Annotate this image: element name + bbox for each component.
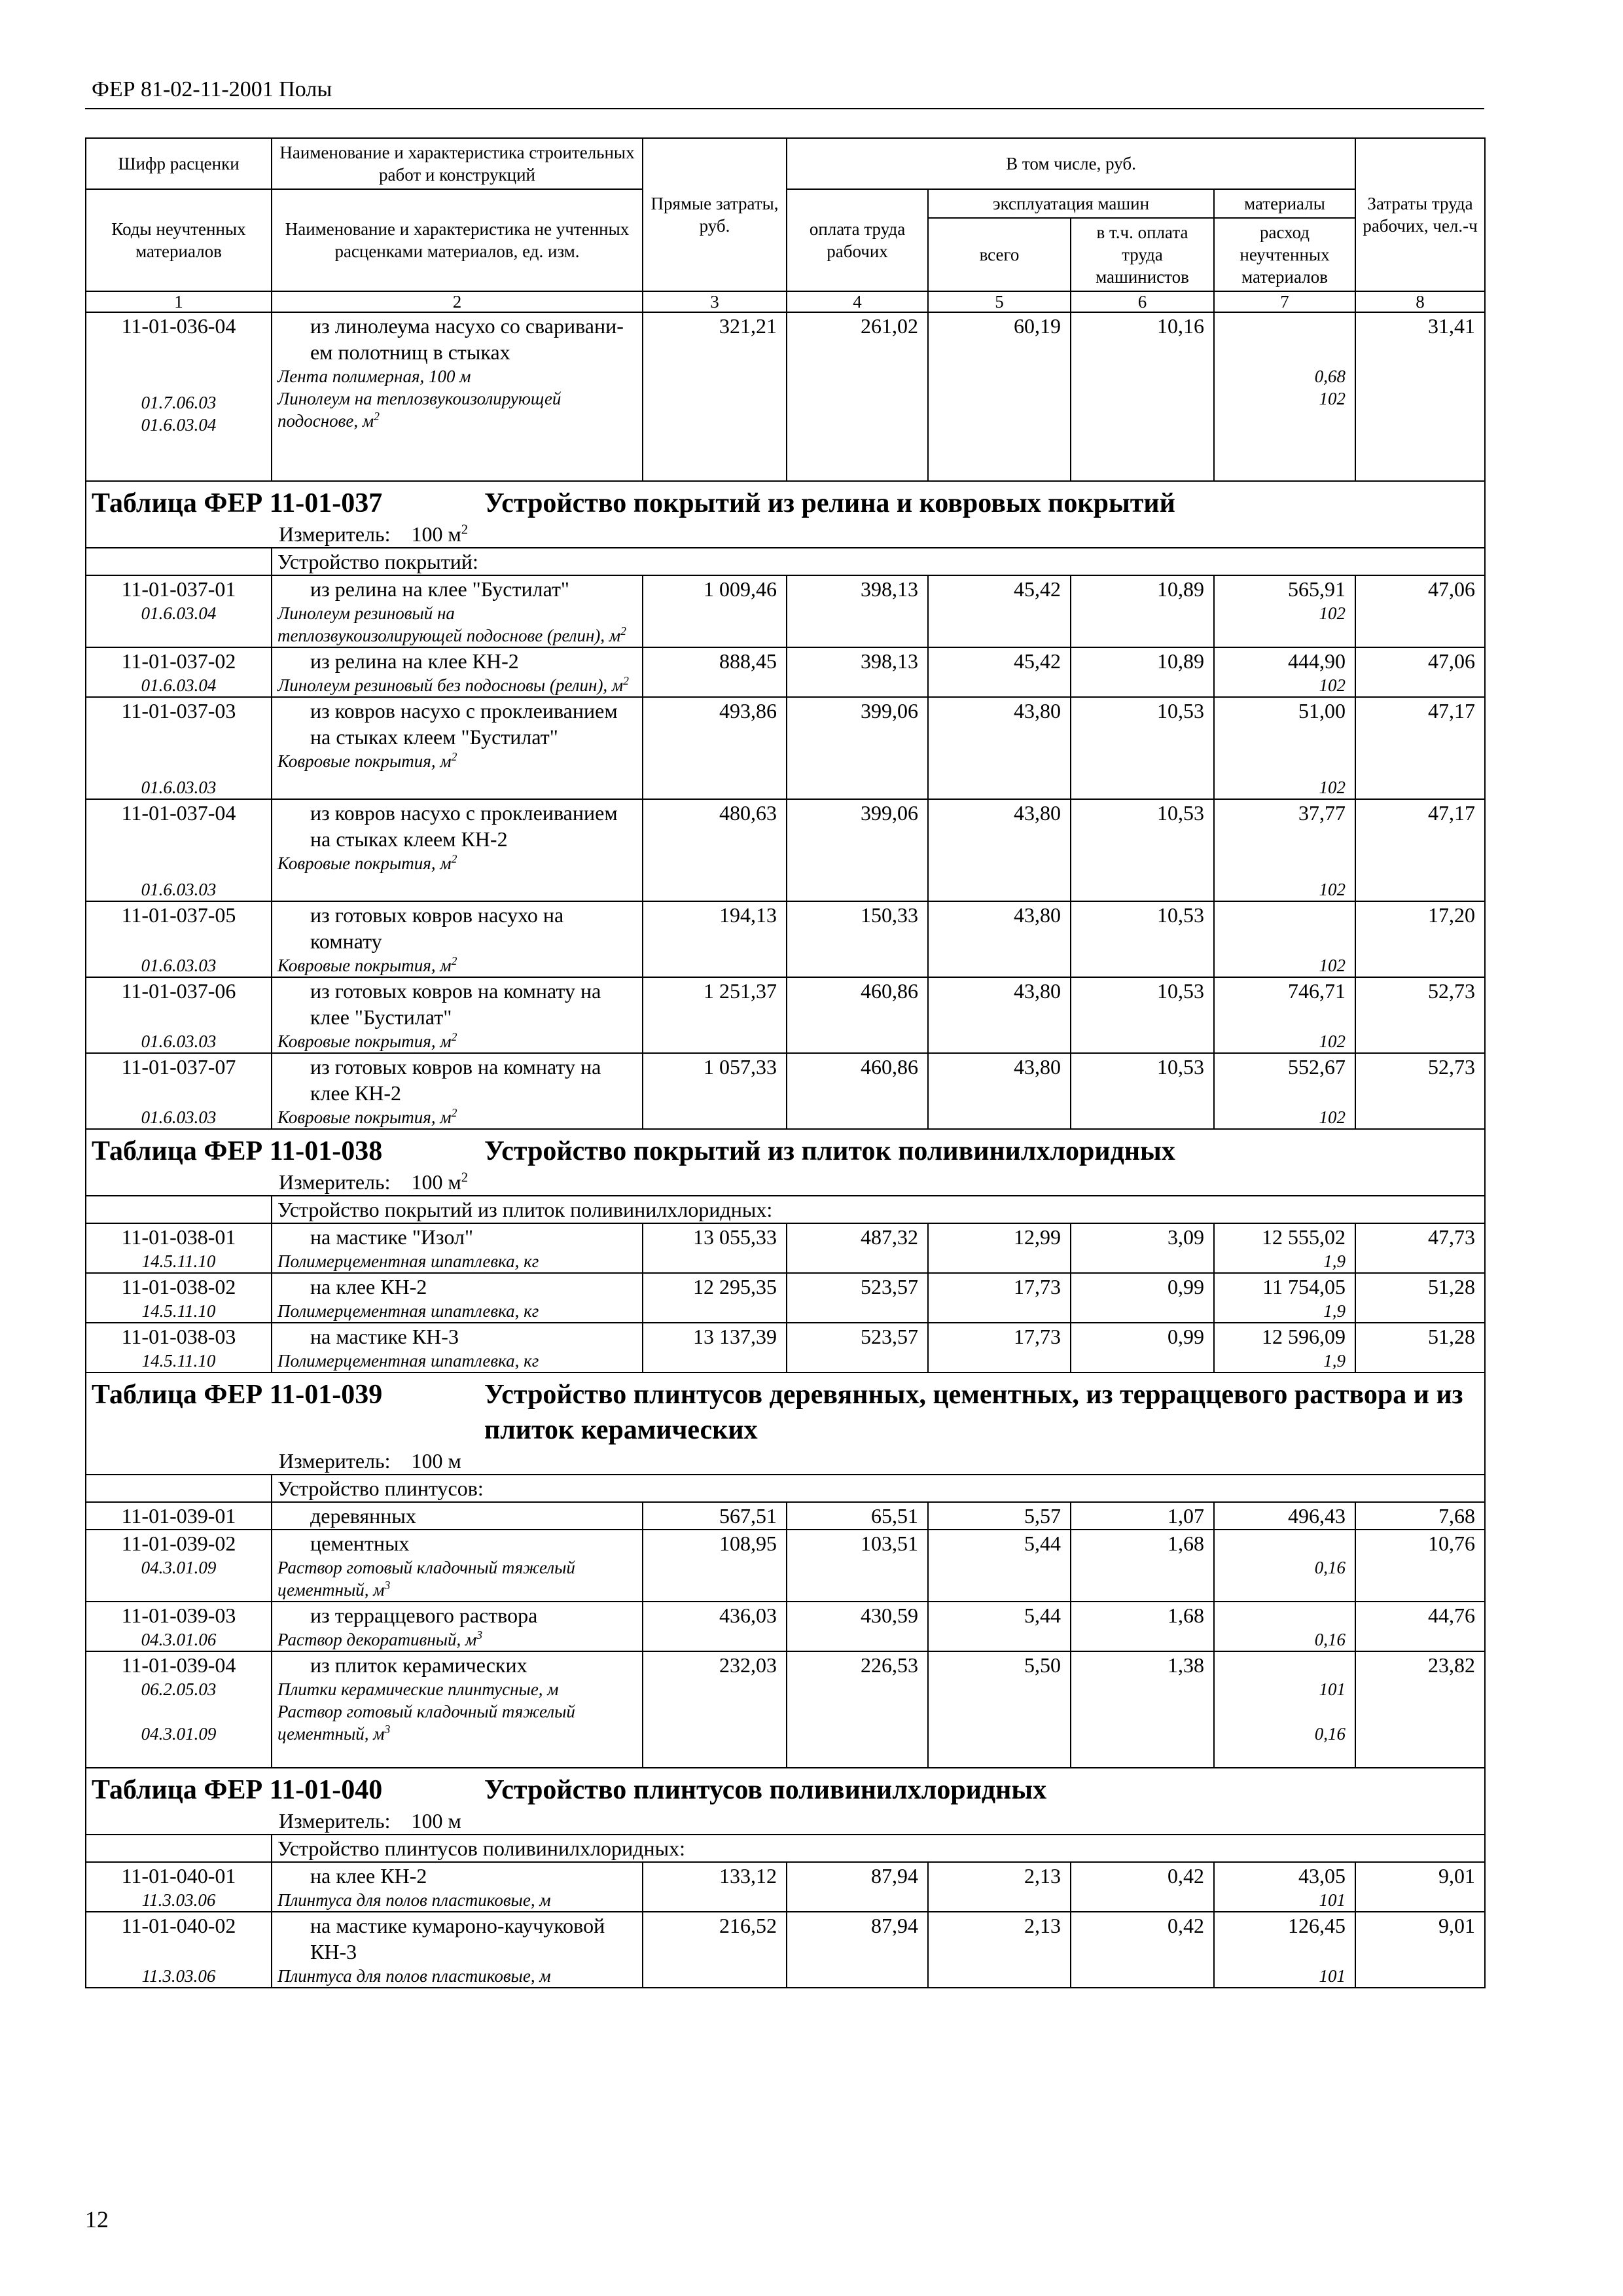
col-number: 4 (787, 291, 928, 312)
materials-cost: 126,45 (1288, 1914, 1346, 1937)
rate-row (86, 1273, 1485, 1323)
material-name: Ковровые покрытия, $м^2$ (277, 750, 457, 771)
col-machines-header: эксплуатация машин (928, 189, 1214, 218)
table-id: Таблица ФЕР 11-01-038 (92, 1136, 383, 1166)
direct-cost: 321,21 (643, 312, 787, 481)
materials-cost: 565,91 (1288, 577, 1346, 601)
section-heading: Устройство покрытий из плиток поливинилхлоридных: (272, 1196, 1485, 1223)
material-name: Плинтуса для полов пластиковые, м (277, 1890, 551, 1910)
header-row-1 (86, 138, 1485, 189)
labor-cost: 399,06 (787, 697, 928, 799)
material-code: 01.6.03.03 (141, 1031, 217, 1051)
rate-name: на мастике КН-3 (310, 1325, 459, 1348)
direct-cost: 480,63 (643, 799, 787, 901)
machine-cost: 43,80 (928, 1053, 1071, 1129)
labor-hours: 47,06 (1355, 647, 1485, 697)
labor-cost: 523,57 (787, 1273, 928, 1323)
rate-name-cell (272, 312, 643, 481)
material-code: 11.3.03.06 (141, 1966, 216, 1986)
material-code: 14.5.11.10 (141, 1351, 216, 1371)
rate-name: из готовых ковров на комнату на клее КН-2 (310, 1055, 601, 1105)
machine-labor-cost: 10,53 (1071, 1053, 1214, 1129)
table-name: Устройство плинтусов деревянных, цементных, из терраццевого раствора и из плиток керамических (484, 1380, 1463, 1445)
labor-hours: 51,28 (1355, 1323, 1485, 1372)
materials-cost (1220, 1652, 1346, 1678)
table-id: Таблица ФЕР 11-01-039 (92, 1380, 383, 1410)
material-name: Ковровые покрытия, $м^2$ (277, 1106, 457, 1127)
col-mat-header: расход неучтенных материалов (1214, 218, 1355, 291)
col-code-header: Шифр расценки (86, 138, 272, 189)
labor-cost: 430,59 (787, 1602, 928, 1651)
section-row (86, 548, 1485, 575)
col-materials-header: материалы (1214, 189, 1355, 218)
machine-labor-cost: 10,16 (1071, 312, 1214, 481)
rate-name: деревянных (310, 1504, 416, 1528)
rate-name: цементных (310, 1532, 410, 1555)
material-qty: 0,16 (1314, 1630, 1346, 1649)
table-title (86, 481, 1485, 521)
col-number: 2 (272, 291, 643, 312)
material-code: 01.6.03.03 (141, 778, 217, 797)
table-title-row (86, 1129, 1485, 1169)
col-number: 1 (86, 291, 272, 312)
rate-row (86, 799, 1485, 901)
material-qty: 0,68 (1314, 367, 1346, 386)
labor-cost: 87,94 (787, 1912, 928, 1988)
rate-row (86, 1862, 1485, 1912)
material-qty: 102 (1319, 880, 1346, 899)
machine-labor-cost: 0,99 (1071, 1323, 1214, 1372)
material-code: 11.3.03.06 (141, 1890, 216, 1910)
material-name: Плитки керамические плинтусные, м (277, 1679, 559, 1699)
direct-cost: 194,13 (643, 901, 787, 977)
materials-cost: 37,77 (1298, 801, 1346, 825)
labor-hours: 52,73 (1355, 977, 1485, 1053)
header-rule (85, 108, 1484, 109)
machine-labor-cost: 10,89 (1071, 647, 1214, 697)
column-numbers-row (86, 291, 1485, 312)
material-code: 04.3.01.09 (141, 1724, 217, 1744)
table-name: Устройство плинтусов поливинилхлоридных (484, 1775, 1047, 1805)
rate-row (86, 1912, 1485, 1988)
material-qty: 102 (1319, 1031, 1346, 1051)
labor-cost: 103,51 (787, 1530, 928, 1602)
rate-name: из линолеума насухо со свариванием полотнищ в стыках (310, 314, 624, 364)
rate-code: 11-01-037-01 (121, 577, 236, 601)
direct-cost: 108,95 (643, 1530, 787, 1602)
labor-cost: 87,94 (787, 1862, 928, 1912)
machine-labor-cost: 1,38 (1071, 1651, 1214, 1768)
labor-cost: 398,13 (787, 647, 928, 697)
rate-row (86, 575, 1485, 647)
material-qty: 102 (1319, 675, 1346, 695)
labor-hours: 17,20 (1355, 901, 1485, 977)
labor-cost: 261,02 (787, 312, 928, 481)
table-title-row (86, 1768, 1485, 1808)
material-code: 06.2.05.03 (141, 1679, 217, 1699)
material-code: 14.5.11.10 (141, 1251, 216, 1271)
rate-code: 11-01-039-02 (121, 1532, 236, 1555)
labor-hours: 47,17 (1355, 799, 1485, 901)
material-name: Линолеум на теплозвукоизолирующей подоснове, $м^2$ (277, 389, 562, 431)
rate-code: 11-01-038-02 (121, 1275, 236, 1299)
col-number: 5 (928, 291, 1071, 312)
machine-cost: 45,42 (928, 575, 1071, 647)
section-row (86, 1196, 1485, 1223)
material-code: 01.6.03.04 (141, 415, 217, 435)
measure-row (86, 1448, 1485, 1475)
table-title-row (86, 481, 1485, 521)
machine-labor-cost: 10,53 (1071, 977, 1214, 1053)
material-qty: 102 (1319, 603, 1346, 623)
materials-cell (1214, 312, 1355, 481)
labor-cost: 65,51 (787, 1502, 928, 1530)
machine-cost: 45,42 (928, 647, 1071, 697)
labor-hours: 9,01 (1355, 1862, 1485, 1912)
col-matname-header: Наименование и характеристика не учтенных расценками материалов, ед. изм. (272, 189, 643, 291)
col-direct-header: Прямые затраты, руб. (643, 138, 787, 291)
machine-labor-cost: 10,89 (1071, 575, 1214, 647)
labor-cost: 460,86 (787, 1053, 928, 1129)
measure-row (86, 1169, 1485, 1196)
materials-cost: 12 555,02 (1262, 1225, 1346, 1249)
table-title (86, 1768, 1485, 1808)
machine-labor-cost: 1,68 (1071, 1530, 1214, 1602)
material-qty: 102 (1319, 389, 1346, 408)
rate-row (86, 1651, 1485, 1768)
table-title (86, 1372, 1485, 1448)
material-name: Полимерцементная шпатлевка, кг (277, 1251, 539, 1271)
machine-labor-cost: 1,07 (1071, 1502, 1214, 1530)
measure-unit: Измеритель: 100 $м^2$ (86, 1169, 1485, 1196)
direct-cost: 888,45 (643, 647, 787, 697)
material-code: 01.6.03.04 (141, 675, 217, 695)
direct-cost: 13 137,39 (643, 1323, 787, 1372)
machine-cost: 2,13 (928, 1912, 1071, 1988)
material-code: 04.3.01.09 (141, 1558, 217, 1577)
rate-row (86, 1323, 1485, 1372)
rate-code: 11-01-040-01 (121, 1864, 236, 1888)
direct-cost: 232,03 (643, 1651, 787, 1768)
col-group-header: В том числе, руб. (787, 138, 1355, 189)
material-code: 04.3.01.06 (141, 1630, 217, 1649)
material-qty: 1,9 (1323, 1251, 1346, 1271)
document-title: ФЕР 81-02-11-2001 Полы (92, 77, 332, 101)
materials-cost (1220, 1530, 1346, 1556)
col-number: 3 (643, 291, 787, 312)
labor-cost: 398,13 (787, 575, 928, 647)
machine-labor-cost: 3,09 (1071, 1223, 1214, 1273)
material-name: Раствор декоративный, $м^3$ (277, 1628, 483, 1649)
materials-cost: 746,71 (1288, 979, 1346, 1003)
col-number: 6 (1071, 291, 1214, 312)
labor-hours: 23,82 (1355, 1651, 1485, 1768)
direct-cost: 1 057,33 (643, 1053, 787, 1129)
material-name: Раствор готовый кладочный тяжелый цементный, $м^3$ (277, 1702, 575, 1744)
table-name: Устройство покрытий из плиток поливинилхлоридных (484, 1136, 1175, 1166)
materials-cost: 51,00 (1298, 699, 1346, 723)
section-heading: Устройство покрытий: (272, 548, 1485, 575)
machine-cost: 43,80 (928, 977, 1071, 1053)
col-labor-header: оплата труда рабочих (787, 189, 928, 291)
rate-row (86, 697, 1485, 799)
machine-cost: 5,44 (928, 1530, 1071, 1602)
measure-row (86, 1808, 1485, 1835)
material-qty: 101 (1319, 1679, 1346, 1699)
col-number: 7 (1214, 291, 1355, 312)
rate-code: 11-01-040-02 (121, 1914, 236, 1937)
machine-labor-cost: 10,53 (1071, 799, 1214, 901)
materials-cost (1220, 1602, 1346, 1628)
rate-code: 11-01-039-04 (121, 1653, 236, 1677)
measure-row (86, 521, 1485, 548)
labor-hours: 44,76 (1355, 1602, 1485, 1651)
rate-row (86, 1223, 1485, 1273)
material-qty: 102 (1319, 778, 1346, 797)
machine-cost: 17,73 (928, 1323, 1071, 1372)
material-code: 01.6.03.03 (141, 1107, 217, 1127)
materials-cost: 552,67 (1288, 1055, 1346, 1079)
rate-code: 11-01-037-03 (121, 699, 236, 723)
material-qty: 101 (1319, 1966, 1346, 1986)
rate-row (86, 1602, 1485, 1651)
measure-unit: Измеритель: 100 $м^2$ (86, 521, 1485, 548)
materials-cost (1220, 902, 1346, 928)
direct-cost: 1 009,46 (643, 575, 787, 647)
materials-cost: 496,43 (1214, 1502, 1355, 1530)
machine-cost: 17,73 (928, 1273, 1071, 1323)
material-qty: 102 (1319, 956, 1346, 975)
material-name: Полимерцементная шпатлевка, кг (277, 1351, 539, 1371)
table-id: Таблица ФЕР 11-01-040 (92, 1775, 383, 1805)
machine-cost: 43,80 (928, 697, 1071, 799)
table-name: Устройство покрытий из релина и ковровых покрытий (484, 488, 1175, 518)
rate-row (86, 647, 1485, 697)
machine-cost: 43,80 (928, 799, 1071, 901)
rate-name: из ковров насухо с проклеиванием на стыках клеем КН-2 (310, 801, 618, 851)
rate-name: из плиток керамических (310, 1653, 527, 1677)
rate-row (86, 1053, 1485, 1129)
direct-cost: 133,12 (643, 1862, 787, 1912)
rate-name: из терраццевого раствора (310, 1604, 538, 1627)
rate-code: 11-01-039-01 (121, 1504, 236, 1528)
direct-cost: 436,03 (643, 1602, 787, 1651)
material-qty: 102 (1319, 1107, 1346, 1127)
material-code: 14.5.11.10 (141, 1301, 216, 1321)
material-code: 01.6.03.04 (141, 603, 217, 623)
labor-hours: 47,73 (1355, 1223, 1485, 1273)
rate-row (86, 901, 1485, 977)
labor-cost: 460,86 (787, 977, 928, 1053)
rate-name: из релина на клее "Бустилат" (310, 577, 569, 601)
material-name: Ковровые покрытия, $м^2$ (277, 1030, 457, 1051)
rate-code: 11-01-037-04 (121, 801, 236, 825)
material-name: Лента полимерная, 100 м (277, 367, 471, 386)
rate-code: 11-01-038-01 (121, 1225, 236, 1249)
measure-unit: Измеритель: 100 м (86, 1448, 1485, 1475)
col-mach-labor-header: в т.ч. оплата труда машинистов (1071, 218, 1214, 291)
machine-cost: 2,13 (928, 1862, 1071, 1912)
material-name: Ковровые покрытия, $м^2$ (277, 852, 457, 873)
rate-row (86, 977, 1485, 1053)
rate-code: 11-01-039-03 (121, 1604, 236, 1627)
rate-name: на клее КН-2 (310, 1864, 427, 1888)
col-name-header: Наименование и характеристика строительных работ и конструкций (272, 138, 643, 189)
direct-cost: 493,86 (643, 697, 787, 799)
machine-labor-cost: 0,42 (1071, 1912, 1214, 1988)
direct-cost: 12 295,35 (643, 1273, 787, 1323)
col-number: 8 (1355, 291, 1485, 312)
section-row (86, 1475, 1485, 1502)
material-qty: 1,9 (1323, 1301, 1346, 1321)
direct-cost: 13 055,33 (643, 1223, 787, 1273)
labor-cost: 523,57 (787, 1323, 928, 1372)
rate-name: на мастике "Изол" (310, 1225, 474, 1249)
material-qty: 101 (1319, 1890, 1346, 1910)
labor-hours: 47,06 (1355, 575, 1485, 647)
machine-cost: 60,19 (928, 312, 1071, 481)
labor-hours: 51,28 (1355, 1273, 1485, 1323)
direct-cost: 567,51 (643, 1502, 787, 1530)
material-code: 01.6.03.03 (141, 956, 217, 975)
material-qty: 0,16 (1314, 1558, 1346, 1577)
rate-row (86, 1502, 1485, 1530)
materials-cost: 12 596,09 (1262, 1325, 1346, 1348)
rate-name: из готовых ковров на комнату на клее "Бустилат" (310, 979, 601, 1029)
section-row (86, 1835, 1485, 1862)
material-qty: 0,16 (1314, 1724, 1346, 1744)
measure-unit: Измеритель: 100 м (86, 1808, 1485, 1835)
col-matcode-header: Коды неучтенных материалов (86, 189, 272, 291)
materials-cost: 11 754,05 (1262, 1275, 1346, 1299)
labor-hours: 9,01 (1355, 1912, 1485, 1988)
labor-cost: 150,33 (787, 901, 928, 977)
material-name: Линолеум резиновый без подосновы (релин), $м^2$ (277, 674, 629, 695)
rate-name: из ковров насухо с проклеиванием на стыках клеем "Бустилат" (310, 699, 618, 749)
material-name: Полимерцементная шпатлевка, кг (277, 1301, 539, 1321)
table-title-row (86, 1372, 1485, 1448)
material-name: Плинтуса для полов пластиковые, м (277, 1966, 551, 1986)
machine-labor-cost: 0,42 (1071, 1862, 1214, 1912)
rate-name: на мастике кумароно-каучуковой КН-3 (310, 1914, 605, 1964)
machine-labor-cost: 10,53 (1071, 901, 1214, 977)
rates-table (85, 137, 1486, 1988)
rate-code: 11-01-037-07 (121, 1055, 236, 1079)
rate-row (86, 312, 1485, 481)
section-heading: Устройство плинтусов: (272, 1475, 1485, 1502)
col-hours-header: Затраты труда рабочих, чел.-ч (1355, 138, 1485, 291)
material-qty: 1,9 (1323, 1351, 1346, 1371)
labor-cost: 487,32 (787, 1223, 928, 1273)
machine-labor-cost: 1,68 (1071, 1602, 1214, 1651)
rate-name: из релина на клее КН-2 (310, 649, 519, 673)
labor-hours: 10,76 (1355, 1530, 1485, 1602)
direct-cost: 216,52 (643, 1912, 787, 1988)
rate-row (86, 1530, 1485, 1602)
table-title (86, 1129, 1485, 1169)
col-mach-total-header: всего (928, 218, 1071, 291)
page-number: 12 (85, 2206, 109, 2233)
machine-labor-cost: 10,53 (1071, 697, 1214, 799)
material-name: Ковровые покрытия, $м^2$ (277, 954, 457, 975)
machine-labor-cost: 0,99 (1071, 1273, 1214, 1323)
materials-cost: 444,90 (1288, 649, 1346, 673)
material-name: Раствор готовый кладочный тяжелый цементный, $м^3$ (277, 1558, 575, 1600)
machine-cost: 5,44 (928, 1602, 1071, 1651)
materials-cost: 43,05 (1298, 1864, 1346, 1888)
direct-cost: 1 251,37 (643, 977, 787, 1053)
rate-code-cell (86, 312, 272, 481)
machine-cost: 43,80 (928, 901, 1071, 977)
machine-cost: 5,57 (928, 1502, 1071, 1530)
rate-code: 11-01-037-05 (121, 903, 236, 927)
section-heading: Устройство плинтусов поливинилхлоридных: (272, 1835, 1485, 1862)
rate-code: 11-01-036-04 (121, 314, 236, 338)
labor-hours: 7,68 (1355, 1502, 1485, 1530)
material-name: Линолеум резиновый на теплозвукоизолирующей подоснове (релин), $м^2$ (277, 603, 626, 645)
rate-code: 11-01-037-02 (121, 649, 236, 673)
labor-cost: 226,53 (787, 1651, 928, 1768)
labor-hours: 31,41 (1355, 312, 1485, 481)
rate-name: из готовых ковров насухо на комнату (310, 903, 564, 953)
rate-code: 11-01-038-03 (121, 1325, 236, 1348)
material-code: 01.6.03.03 (141, 880, 217, 899)
material-code: 01.7.06.03 (141, 393, 217, 412)
rate-name: на клее КН-2 (310, 1275, 427, 1299)
labor-hours: 52,73 (1355, 1053, 1485, 1129)
labor-cost: 399,06 (787, 799, 928, 901)
labor-hours: 47,17 (1355, 697, 1485, 799)
rate-code: 11-01-037-06 (121, 979, 236, 1003)
machine-cost: 5,50 (928, 1651, 1071, 1768)
table-id: Таблица ФЕР 11-01-037 (92, 488, 383, 518)
machine-cost: 12,99 (928, 1223, 1071, 1273)
